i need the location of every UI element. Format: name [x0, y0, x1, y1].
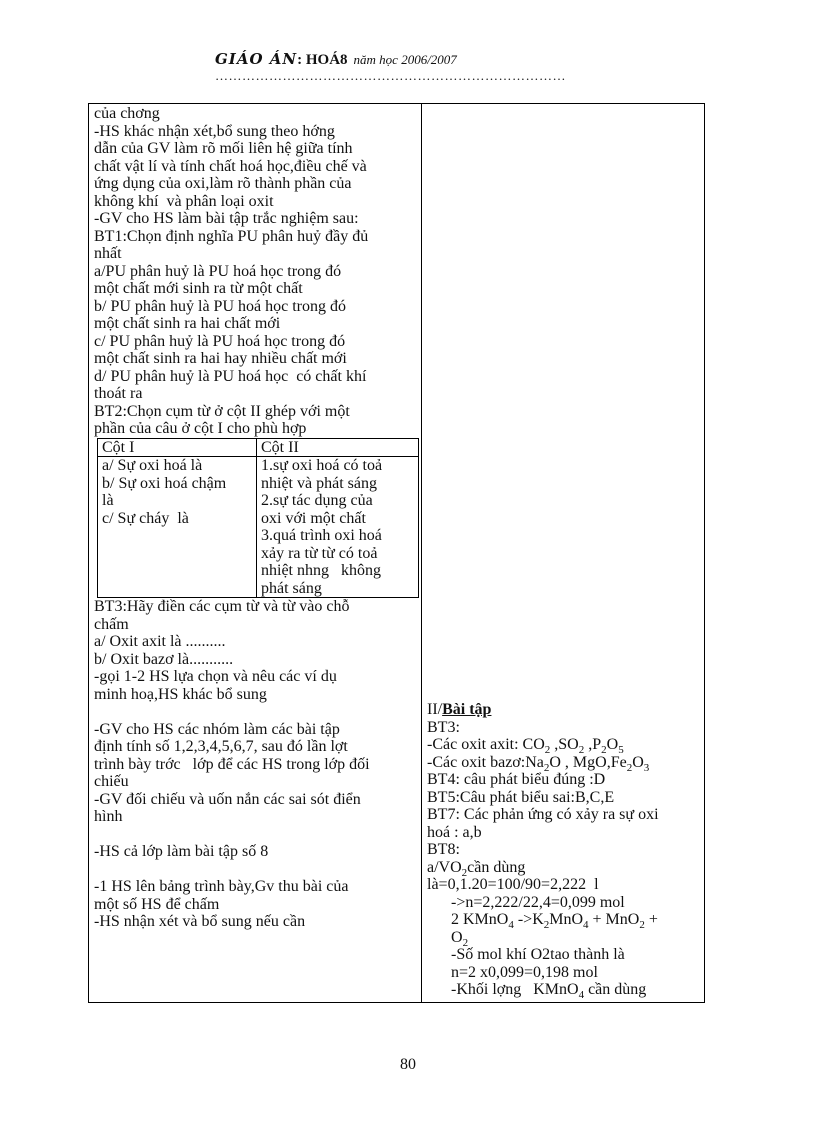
text-line: BT5:Câu phát biểu sai:B,C,E [427, 788, 615, 806]
content-column [427, 701, 703, 1002]
text-line: là [102, 492, 114, 509]
lesson-table [88, 103, 705, 1003]
text-line: chiếu [94, 773, 129, 790]
text-line: BT8: [427, 841, 460, 858]
text-line: ứng dụng của oxi,làm rõ thành phần của [94, 175, 352, 192]
table-cell-col2 [257, 457, 419, 598]
text-line: chất vật lí và tính chất hoá học,điều chế và [94, 157, 367, 175]
subscript: 2 [543, 761, 550, 774]
text-line: -Số mol khí O2tao thành là [451, 946, 625, 963]
text-line: -gọi 1-2 HS lựa chọn và nêu các ví dụ [94, 668, 337, 685]
text-line: ->n=2,222/22,4=0,099 mol [451, 893, 625, 911]
volume-line [427, 859, 703, 877]
text-part: O [632, 753, 644, 771]
equation-line [427, 911, 703, 932]
text-line: một chất sinh ra hai chất mới [94, 315, 281, 332]
subscript: 2 [601, 744, 607, 757]
text-line: dẫn của GV làm rõ mối liên hệ giữa tính [94, 140, 353, 157]
text-line: b/ Sự oxi hoá chậm [102, 474, 227, 492]
header-dotted-line: …………………………………………………………………… [215, 68, 566, 83]
text-part: ,P [584, 736, 602, 753]
text-line: hoá : a,b [427, 823, 482, 841]
equation-line-2 [427, 929, 703, 947]
subscript: 2 [639, 919, 645, 932]
text-part: MnO [549, 911, 584, 928]
text-part: a/VO [427, 858, 462, 876]
text-line: BT4: câu phát biểu đúng :D [427, 771, 606, 788]
spacer [94, 861, 417, 879]
text-line: 1.sự oxi hoá có toả [261, 457, 383, 474]
text-line: BT2:Chọn cụm từ ở cột II ghép với một [94, 402, 350, 420]
text-part: O [451, 928, 463, 946]
section-number: II/ [427, 701, 443, 718]
header-subject: : HOÁ8 [297, 52, 348, 68]
subscript: 2 [544, 744, 551, 757]
text-line: phần của câu ở cột I cho phù hợp [94, 420, 307, 437]
text-line: không khí và phân loại oxit [94, 192, 274, 210]
text-line: BT3:Hãy điền các cụm từ và từ vào chỗ [94, 598, 350, 615]
text-line: -HS nhận xét và bổ sung nếu cần [94, 913, 306, 930]
text-part: O [606, 736, 619, 753]
text-line: một số HS để chấm [94, 895, 220, 913]
subscript: 4 [508, 919, 514, 932]
spacer [94, 826, 417, 844]
table-header-col1: Cột I [98, 438, 257, 457]
text-line: chấm [94, 615, 129, 633]
text-line: xảy ra từ từ có toả [261, 544, 378, 562]
text-line: d/ PU phân huỷ là PU hoá học có chất khí [94, 367, 367, 385]
subscript: 2 [462, 936, 469, 949]
subscript: 2 [578, 744, 585, 757]
subscript: 4 [578, 989, 585, 1002]
text-part: O , MgO,Fe [549, 753, 627, 771]
text-line: c/ Sự cháy là [102, 509, 189, 527]
text-line: nhiệt nhng không [261, 562, 381, 579]
text-line: a/PU phân huỷ là PU hoá học trong đó [94, 262, 342, 280]
activities-column [94, 105, 417, 931]
spacer [94, 703, 417, 721]
text-line: của chơng [94, 105, 160, 122]
header-script-title: GIÁO ÁN [215, 50, 298, 68]
text-part: ->K [513, 911, 544, 928]
text-part: -Khối lợng KMnO [451, 981, 579, 998]
acid-oxides-line [427, 736, 703, 757]
text-line: -GV cho HS các nhóm làm các bài tập [94, 720, 340, 738]
page-header [215, 50, 575, 84]
matching-table [97, 438, 419, 599]
subscript: 2 [543, 919, 550, 932]
text-line: một chất mới sinh ra từ một chất [94, 280, 303, 297]
text-part: 2 KMnO [451, 911, 509, 928]
text-part: -Các oxit axit: CO [427, 736, 545, 753]
page-number: 80 [400, 1056, 416, 1073]
basic-oxides-line [427, 754, 703, 772]
section-title [427, 701, 703, 719]
text-part: cần dùng [584, 981, 647, 998]
text-part: + [644, 911, 658, 928]
subscript: 3 [643, 761, 650, 774]
header-year: năm học 2006/2007 [353, 52, 457, 67]
subscript: 2 [461, 866, 468, 879]
text-line: BT1:Chọn định nghĩa PU phân huỷ đầy đủ [94, 227, 369, 245]
text-line: BT3: [427, 718, 460, 736]
mass-line [427, 981, 703, 1002]
text-line: nhất [94, 245, 122, 262]
text-line: oxi với một chất [261, 509, 366, 527]
text-line: a/ Oxit axit là .......... [94, 633, 226, 650]
table-header-col2: Cột II [257, 438, 419, 457]
text-line: thoát ra [94, 385, 143, 402]
text-line: nhiệt và phát sáng [261, 474, 377, 492]
text-line: trình bày trớc lớp để các HS trong lớp đối [94, 755, 370, 773]
subscript: 5 [618, 744, 624, 757]
text-line: c/ PU phân huỷ là PU hoá học trong đó [94, 332, 346, 350]
text-line: 3.quá trình oxi hoá [261, 527, 382, 544]
text-line: định tính số 1,2,3,4,5,6,7, sau đó lần lợt [94, 738, 348, 755]
subscript: 4 [583, 919, 589, 932]
text-line: b/ Oxit bazơ là........... [94, 650, 234, 668]
text-line: -GV đối chiếu và uốn nắn các sai sót điển [94, 790, 361, 808]
column-divider [421, 104, 422, 1002]
text-line: -HS khác nhận xét,bổ sung theo hớng [94, 122, 335, 140]
text-line: n=2 x0,099=0,198 mol [451, 963, 598, 981]
table-cell-col1 [98, 457, 257, 598]
text-line: 2.sự tác dụng của [261, 492, 373, 509]
text-line: a/ Sự oxi hoá là [102, 457, 203, 474]
text-line: b/ PU phân huỷ là PU hoá học trong đó [94, 297, 346, 315]
text-part: -Các oxit bazơ:Na [427, 753, 544, 771]
text-line: -1 HS lên bảng trình bày,Gv thu bài của [94, 878, 349, 895]
text-line: -GV cho HS làm bài tập trắc nghiệm sau: [94, 210, 359, 227]
text-line: BT7: Các phản ứng có xảy ra sự oxi [427, 806, 659, 823]
text-part: + MnO [588, 911, 640, 928]
text-part: cần dùng [467, 858, 526, 876]
text-line: -HS cả lớp làm bài tập số 8 [94, 843, 269, 860]
subscript: 2 [626, 761, 633, 774]
section-title-text: Bài tập [442, 701, 492, 718]
text-line: minh hoạ,HS khác bổ sung [94, 685, 267, 703]
text-line: hình [94, 808, 123, 825]
text-part: ,SO [550, 736, 579, 753]
text-line: phát sáng [261, 579, 322, 597]
text-line: là=0,1.20=100/90=2,222 l [427, 876, 599, 893]
text-line: một chất sinh ra hai hay nhiều chất mới [94, 350, 347, 367]
